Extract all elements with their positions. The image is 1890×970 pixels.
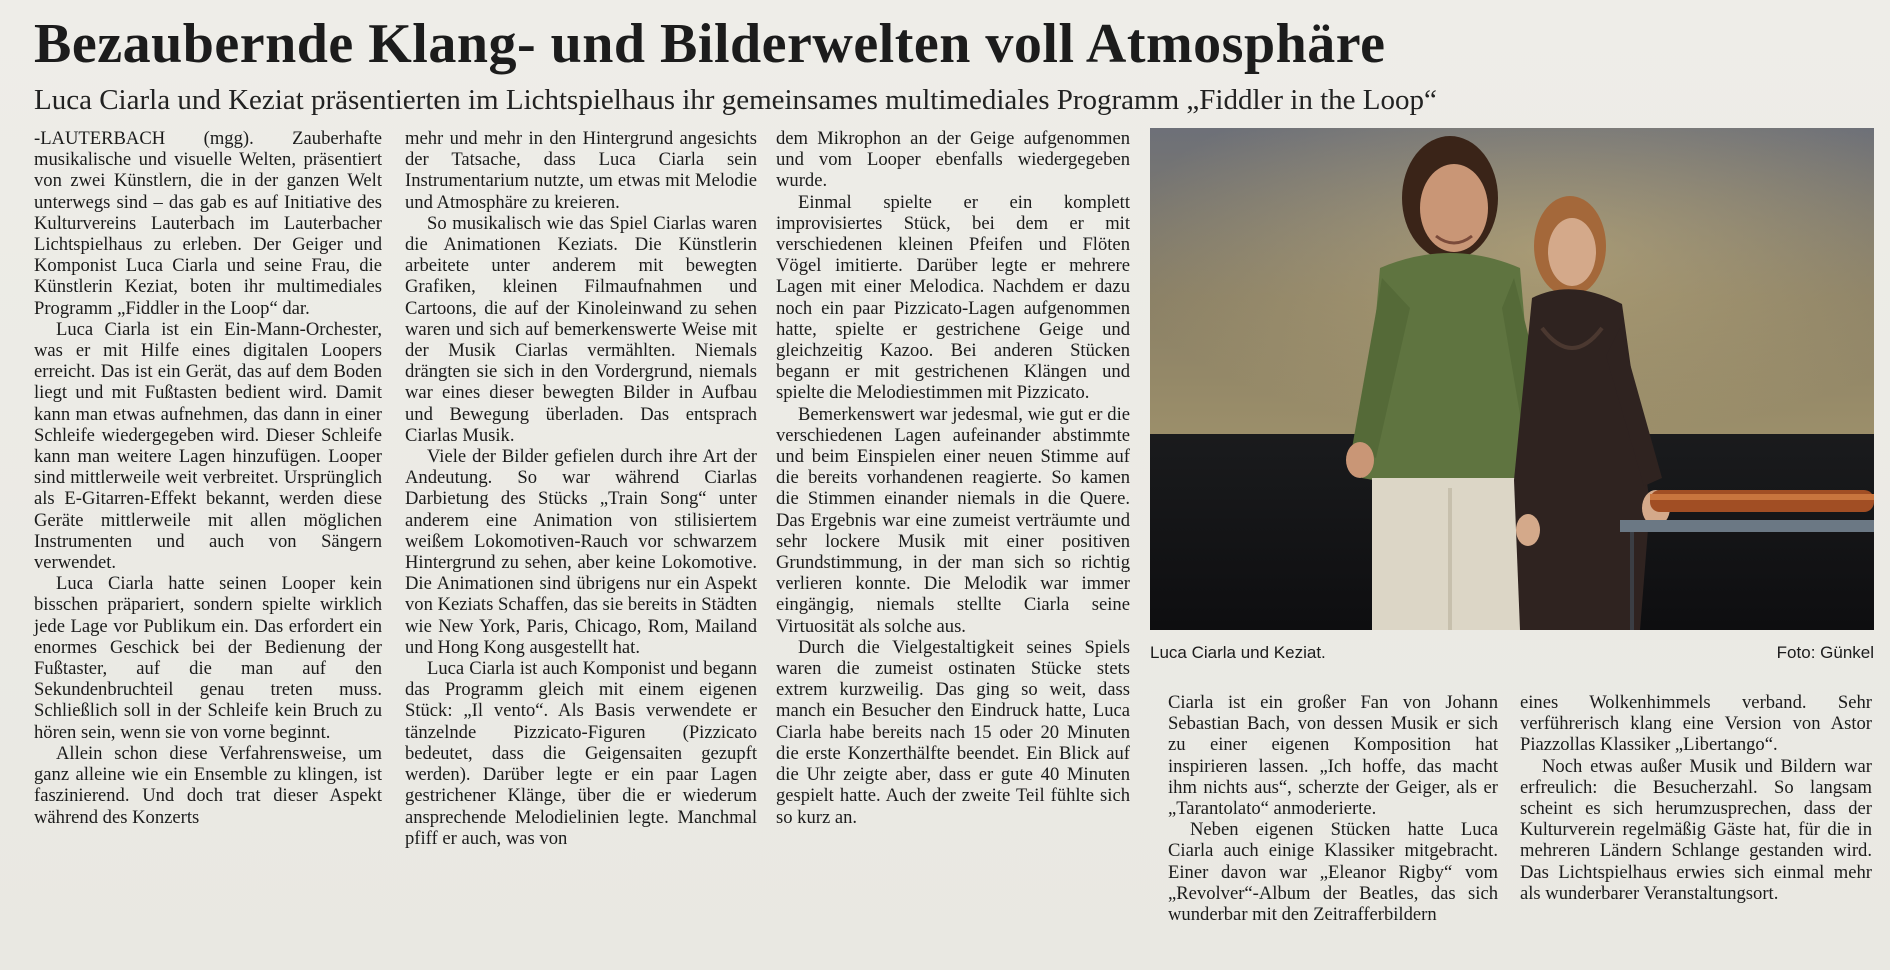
subheadline: Luca Ciarla und Keziat präsentierten im Lichtspielhaus ihr gemeinsames multimediales Programm „Fiddler in the Loop“	[34, 84, 1437, 116]
article-column-5	[1520, 692, 1872, 904]
photo-credit: Foto: Günkel	[1776, 643, 1874, 662]
article-column-4	[1168, 692, 1498, 925]
headline: Bezaubernde Klang- und Bilderwelten voll Atmosphäre	[34, 13, 1386, 75]
article-column-3	[776, 128, 1130, 828]
paragraph: Durch die Vielgestaltigkeit seines Spiels waren die zumeist ostinaten Stücke stets extrem kurzweilig. Das ging so weit, dass manch ein Besucher den Eindruck hatte, Luca Ciarla habe bereits nach 15 oder 20 Minuten die erste Konzerthälfte beendet. Ein Blick auf die Uhr zeigte aber, dass er gute 40 Minuten gespielt hatte. Auch der zweite Teil fühlte sich so kurz an.	[776, 636, 1130, 828]
paragraph: mehr und mehr in den Hintergrund angesichts der Tatsache, dass Luca Ciarla sein Instrumentarium nutzte, um etwas mit Melodie und Atmosphäre zu kreieren.	[405, 128, 757, 213]
paragraph: Allein schon diese Verfahrensweise, um ganz alleine wie ein Ensemble zu klingen, ist faszinierend. Und doch trat dieser Aspekt während des Konzerts	[34, 742, 382, 828]
paragraph: Viele der Bilder gefielen durch ihre Art der Andeutung. So war während Ciarlas Darbietung des Stücks „Train Song“ unter anderem eine Animation von stilisiertem weißem Lokomotiven-Rauch vor schwarzem Hintergrund zu sehen, aber keine Lokomotive. Die Animationen sind übrigens nur ein Aspekt von Keziats Schaffen, das sie bereits in Städten wie New York, Paris, Chicago, Rom, Mailand und Hong Kong ausgestellt hat.	[405, 446, 757, 658]
paragraph: Bemerkenswert war jedesmal, wie gut er die verschiedenen Lagen aufeinander abstimmte und beim Einspielen einer neuen Stimme auf die bereits vorhandenen reagierte. So kamen die Stimmen einander niemals in die Quere. Das Ergebnis war eine zumeist verträumte und sehr lockere Musik mit einer positiven Grundstimmung, in der man sich so richtig verlieren konnte. Die Melodik war immer eingängig, niemals stellte Ciarla seine Virtuosität als solche aus.	[776, 403, 1130, 637]
photo-caption: Luca Ciarla und Keziat.	[1150, 643, 1326, 662]
paragraph: Einmal spielte er ein komplett improvisiertes Stück, bei dem er mit verschiedenen kleinen Pfeifen und Flöten Vögel imitierte. Darüber legte er mehrere Lagen mit einer Melodica. Nachdem er dazu noch ein paar Pizzicato-Lagen aufgenommen hatte, spielte er gestrichene Geige und gleichzeitig Kazoo. Bei anderen Stücken begann er mit gestrichenen Klängen und spielte die Melodiestimmen mit Pizzicato.	[776, 191, 1130, 404]
paragraph: So musikalisch wie das Spiel Ciarlas waren die Animationen Keziats. Die Künstlerin arbeitete unter anderem mit bewegten Grafiken, kleinen Filmaufnahmen und Cartoons, die auf der Kinoleinwand zu sehen waren und sich auf bemerkenswerte Weise mit der Musik Ciarlas vermählten. Niemals drängten sie sich in den Vordergrund, niemals war eines dieser bewegten Bilder in Aufbau und Bewegung überladen. Das entsprach Ciarlas Musik.	[405, 212, 757, 446]
paragraph: Noch etwas außer Musik und Bildern war erfreulich: die Besucherzahl. So langsam scheint es sich herumzusprechen, dass der Kulturverein regelmäßig Gäste hat, für die in mehreren Ländern Schlange gestanden wird. Das Lichtspielhaus erwies sich einmal mehr als wunderbarer Veranstaltungsort.	[1520, 755, 1872, 904]
paragraph: Luca Ciarla ist ein Ein-Mann-Orchester, was er mit Hilfe eines digitalen Loopers erreicht. Das ist ein Gerät, das auf dem Boden liegt und mit Fußtasten bedient wird. Damit kann man etwas aufnehmen, das dann in einer Schleife wiedergegeben wird. Dieser Schleife kann man weitere Lagen hinzufügen. Looper sind mittlerweile weit verbreitet. Ursprünglich als E-Gitarren-Effekt bekannt, werden diese Geräte mittlerweile mit allen möglichen Instrumenten und auch von Sängern verwendet.	[34, 318, 382, 574]
paragraph: Luca Ciarla hatte seinen Looper kein bisschen präpariert, sondern spielte wirklich jede Lage vor Publikum ein. Das erfordert ein enormes Geschick bei der Bedienung der Fußtaster, auf die man auf den Sekundenbruchteil genau treten muss. Schließlich soll in der Schleife kein Bruch zu hören sein, wenn sie von vorne beginnt.	[34, 573, 382, 743]
paragraph: eines Wolkenhimmels verband. Sehr verführerisch klang eine Version von Astor Piazzollas Klassiker „Libertango“.	[1520, 692, 1872, 756]
paragraph: -LAUTERBACH (mgg). Zauberhafte musikalische und visuelle Welten, präsentiert von zwei Künstlern, die in der ganzen Welt unterwegs sind – das gab es auf Initiative des Kulturvereins Lauterbach im Lauterbacher Lichtspielhaus zu erleben. Der Geiger und Komponist Luca Ciarla und seine Frau, die Künstlerin Keziat, boten ihr multimediales Programm „Fiddler in the Loop“ dar.	[34, 128, 382, 319]
concert-photo	[1150, 128, 1874, 630]
paragraph: Neben eigenen Stücken hatte Luca Ciarla auch einige Klassiker mitgebracht. Einer davon war „Eleanor Rigby“ vom „Revolver“-Album der Beatles, das sich wunderbar mit den Zeitrafferbildern	[1168, 819, 1498, 926]
paragraph: Ciarla ist ein großer Fan von Johann Sebastian Bach, von dessen Musik er sich zu einer eigenen Komposition hat inspirieren lassen. „Ich hoffe, das macht ihm nichts aus“, scherzte der Geiger, als er „Tarantolato“ anmoderierte.	[1168, 692, 1498, 820]
article-column-1	[34, 128, 382, 828]
photo-illustration	[1150, 128, 1874, 630]
paragraph: Luca Ciarla ist auch Komponist und begann das Programm gleich mit einem eigenen Stück: „Il vento“. Als Basis verwendete er tänzelnde Pizzicato-Figuren (Pizzicato bedeutet, dass die Geigensaiten gezupft werden). Darüber legte er ein paar Lagen gestrichener Klänge, über die er wiederum ansprechende Melodielinien legte. Manchmal pfiff er auch, was von	[405, 658, 757, 849]
paragraph: dem Mikrophon an der Geige aufgenommen und vom Looper ebenfalls wiedergegeben wurde.	[776, 128, 1130, 192]
article-column-2	[405, 128, 757, 849]
